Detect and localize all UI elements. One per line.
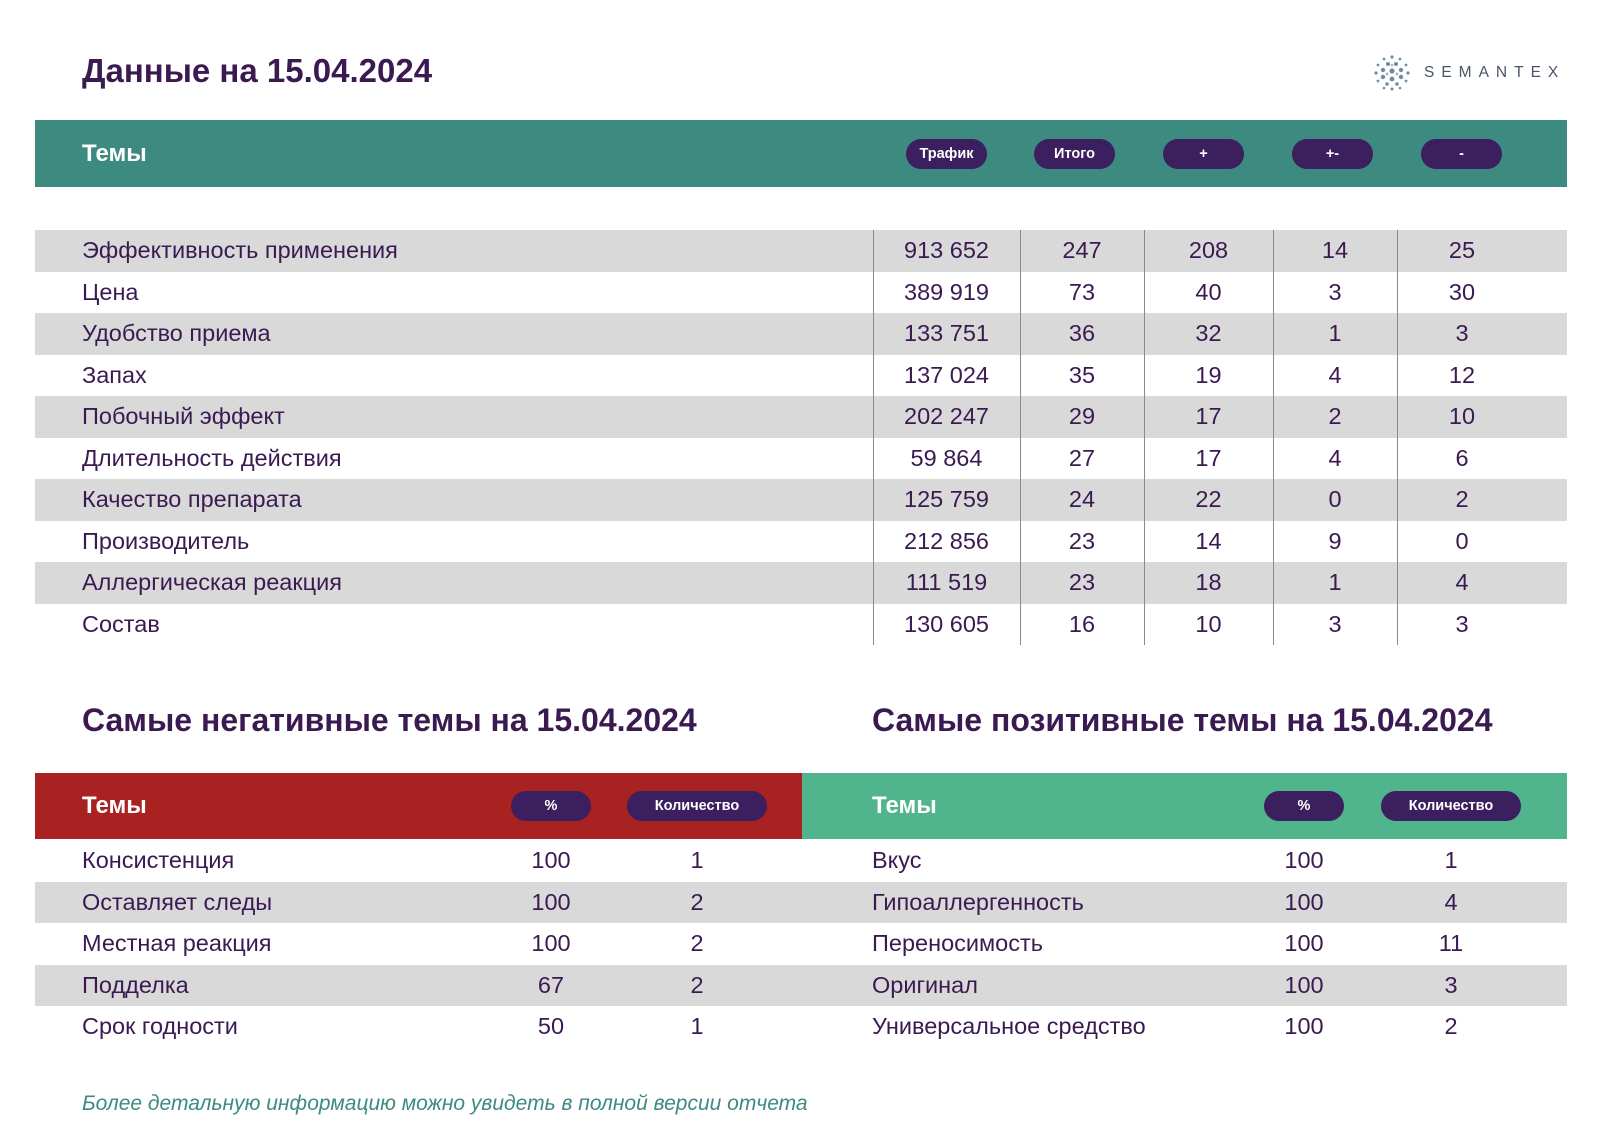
table-row <box>35 355 1567 397</box>
plus-cell: 40 <box>1195 278 1222 305</box>
plus-cell: 208 <box>1188 237 1229 264</box>
traffic-cell: 137 024 <box>904 361 989 388</box>
footnote: Более детальную информацию можно увидеть в полной версии отчета <box>82 1092 808 1115</box>
topic-cell: Производитель <box>82 527 250 554</box>
count-cell: 2 <box>690 888 704 915</box>
plus-cell: 17 <box>1195 444 1222 471</box>
table-row <box>35 521 1567 563</box>
percent-cell: 100 <box>1284 847 1324 874</box>
topic-cell: Длительность действия <box>82 444 342 471</box>
traffic-cell: 125 759 <box>904 486 989 513</box>
neutral-cell: 2 <box>1328 403 1342 430</box>
table-row <box>35 272 1567 314</box>
plus-cell: 18 <box>1195 569 1222 596</box>
negative-table-header <box>35 773 802 839</box>
column-divider <box>1020 230 1021 645</box>
negative-table-body <box>35 840 802 1048</box>
column-divider <box>1144 230 1145 645</box>
topic-cell: Гипоаллергенность <box>872 888 1084 915</box>
table-row <box>802 965 1567 1007</box>
percent-cell: 100 <box>1284 971 1324 998</box>
column-divider <box>1273 230 1274 645</box>
minus-cell: 6 <box>1455 444 1469 471</box>
table-row <box>35 1006 802 1048</box>
topic-cell: Универсальное средство <box>872 1013 1146 1040</box>
count-cell: 1 <box>690 1013 704 1040</box>
negative-header-count-pill: Количество <box>627 791 767 821</box>
positive-header-topics: Темы <box>872 792 937 819</box>
page-title: Данные на 15.04.2024 <box>82 52 433 89</box>
main-table-header <box>35 120 1567 187</box>
count-cell: 4 <box>1444 888 1458 915</box>
total-cell: 27 <box>1068 444 1096 471</box>
header-topics: Темы <box>82 139 147 167</box>
plus-cell: 14 <box>1195 527 1222 554</box>
neutral-cell: 9 <box>1328 527 1342 554</box>
plus-cell: 17 <box>1195 403 1222 430</box>
neutral-cell: 3 <box>1328 278 1342 305</box>
count-cell: 2 <box>690 930 704 957</box>
table-row <box>35 562 1567 604</box>
table-row <box>35 230 1567 272</box>
semantex-logo <box>1372 53 1565 93</box>
total-cell: 36 <box>1068 320 1096 347</box>
table-row <box>35 396 1567 438</box>
topic-cell: Качество препарата <box>82 486 302 513</box>
total-cell: 35 <box>1068 361 1096 388</box>
minus-cell: 3 <box>1455 320 1469 347</box>
count-cell: 11 <box>1438 930 1464 957</box>
traffic-cell: 389 919 <box>904 278 989 305</box>
negative-section-title: Самые негативные темы на 15.04.2024 <box>82 702 697 738</box>
neutral-cell: 0 <box>1328 486 1342 513</box>
count-cell: 2 <box>1444 1013 1458 1040</box>
header-minus-pill: - <box>1421 139 1502 169</box>
count-cell: 1 <box>690 847 704 874</box>
neutral-cell: 1 <box>1328 320 1342 347</box>
neutral-cell: 14 <box>1321 237 1349 264</box>
total-cell: 24 <box>1068 486 1096 513</box>
table-row <box>35 313 1567 355</box>
percent-cell: 100 <box>531 888 571 915</box>
percent-cell: 100 <box>531 847 571 874</box>
positive-header-percent-pill: % <box>1264 791 1344 821</box>
header-neutral-pill: +- <box>1292 139 1373 169</box>
table-row <box>802 840 1567 882</box>
topic-cell: Аллергическая реакция <box>82 569 342 596</box>
header-traffic-pill: Трафик <box>906 139 987 169</box>
percent-cell: 100 <box>531 930 571 957</box>
minus-cell: 25 <box>1448 237 1476 264</box>
negative-header-topics: Темы <box>82 792 147 819</box>
neutral-cell: 4 <box>1328 361 1342 388</box>
total-cell: 23 <box>1068 527 1096 554</box>
total-cell: 23 <box>1068 569 1096 596</box>
minus-cell: 12 <box>1448 361 1476 388</box>
topic-cell: Побочный эффект <box>82 403 285 430</box>
percent-cell: 67 <box>537 971 565 998</box>
positive-table-header <box>802 773 1567 839</box>
topic-cell: Эффективность применения <box>82 237 398 264</box>
traffic-cell: 202 247 <box>904 403 989 430</box>
table-row <box>35 840 802 882</box>
table-row <box>802 882 1567 924</box>
percent-cell: 50 <box>537 1013 565 1040</box>
traffic-cell: 212 856 <box>904 527 989 554</box>
total-cell: 29 <box>1068 403 1096 430</box>
table-row <box>802 1006 1567 1048</box>
percent-cell: 100 <box>1284 930 1324 957</box>
traffic-cell: 913 652 <box>904 237 989 264</box>
positive-header-count-pill: Количество <box>1381 791 1521 821</box>
minus-cell: 4 <box>1455 569 1469 596</box>
topic-cell: Вкус <box>872 847 922 874</box>
count-cell: 2 <box>690 971 704 998</box>
column-divider <box>873 230 874 645</box>
logo-text: SEMANTEX <box>1424 64 1566 81</box>
minus-cell: 10 <box>1448 403 1476 430</box>
traffic-cell: 130 605 <box>904 610 989 637</box>
count-cell: 1 <box>1444 847 1458 874</box>
table-row <box>802 923 1567 965</box>
positive-table-body <box>802 840 1567 1048</box>
column-divider <box>1397 230 1398 645</box>
plus-cell: 22 <box>1195 486 1222 513</box>
topic-cell: Оставляет следы <box>82 888 273 915</box>
table-row <box>35 479 1567 521</box>
percent-cell: 100 <box>1284 888 1324 915</box>
topic-cell: Состав <box>82 610 160 637</box>
topic-cell: Запах <box>82 361 147 388</box>
minus-cell: 2 <box>1455 486 1469 513</box>
table-row <box>35 923 802 965</box>
header-total-pill: Итого <box>1034 139 1115 169</box>
topic-cell: Цена <box>82 278 139 305</box>
topic-cell: Консистенция <box>82 847 235 874</box>
neutral-cell: 1 <box>1328 569 1342 596</box>
table-row <box>35 882 802 924</box>
total-cell: 247 <box>1062 237 1102 264</box>
minus-cell: 30 <box>1448 278 1476 305</box>
topic-cell: Удобство приема <box>82 320 271 347</box>
traffic-cell: 111 519 <box>905 569 988 596</box>
positive-section-title: Самые позитивные темы на 15.04.2024 <box>872 702 1493 738</box>
main-table-body <box>35 230 1567 645</box>
count-cell: 3 <box>1444 971 1458 998</box>
topic-cell: Переносимость <box>872 930 1044 957</box>
minus-cell: 0 <box>1455 527 1469 554</box>
plus-cell: 19 <box>1195 361 1222 388</box>
table-row <box>35 438 1567 480</box>
plus-cell: 10 <box>1195 610 1222 637</box>
header-plus-pill: + <box>1163 139 1244 169</box>
topic-cell: Срок годности <box>82 1013 238 1040</box>
plus-cell: 32 <box>1195 320 1222 347</box>
topic-cell: Местная реакция <box>82 930 272 957</box>
total-cell: 16 <box>1068 610 1096 637</box>
table-row <box>35 604 1567 646</box>
topic-cell: Подделка <box>82 971 189 998</box>
topic-cell: Оригинал <box>872 971 978 998</box>
table-row <box>35 965 802 1007</box>
neutral-cell: 4 <box>1328 444 1342 471</box>
logo-dots-icon <box>1372 53 1412 93</box>
neutral-cell: 3 <box>1328 610 1342 637</box>
total-cell: 73 <box>1068 278 1096 305</box>
percent-cell: 100 <box>1284 1013 1324 1040</box>
negative-header-percent-pill: % <box>511 791 591 821</box>
traffic-cell: 59 864 <box>910 444 983 471</box>
traffic-cell: 133 751 <box>904 320 989 347</box>
minus-cell: 3 <box>1455 610 1469 637</box>
